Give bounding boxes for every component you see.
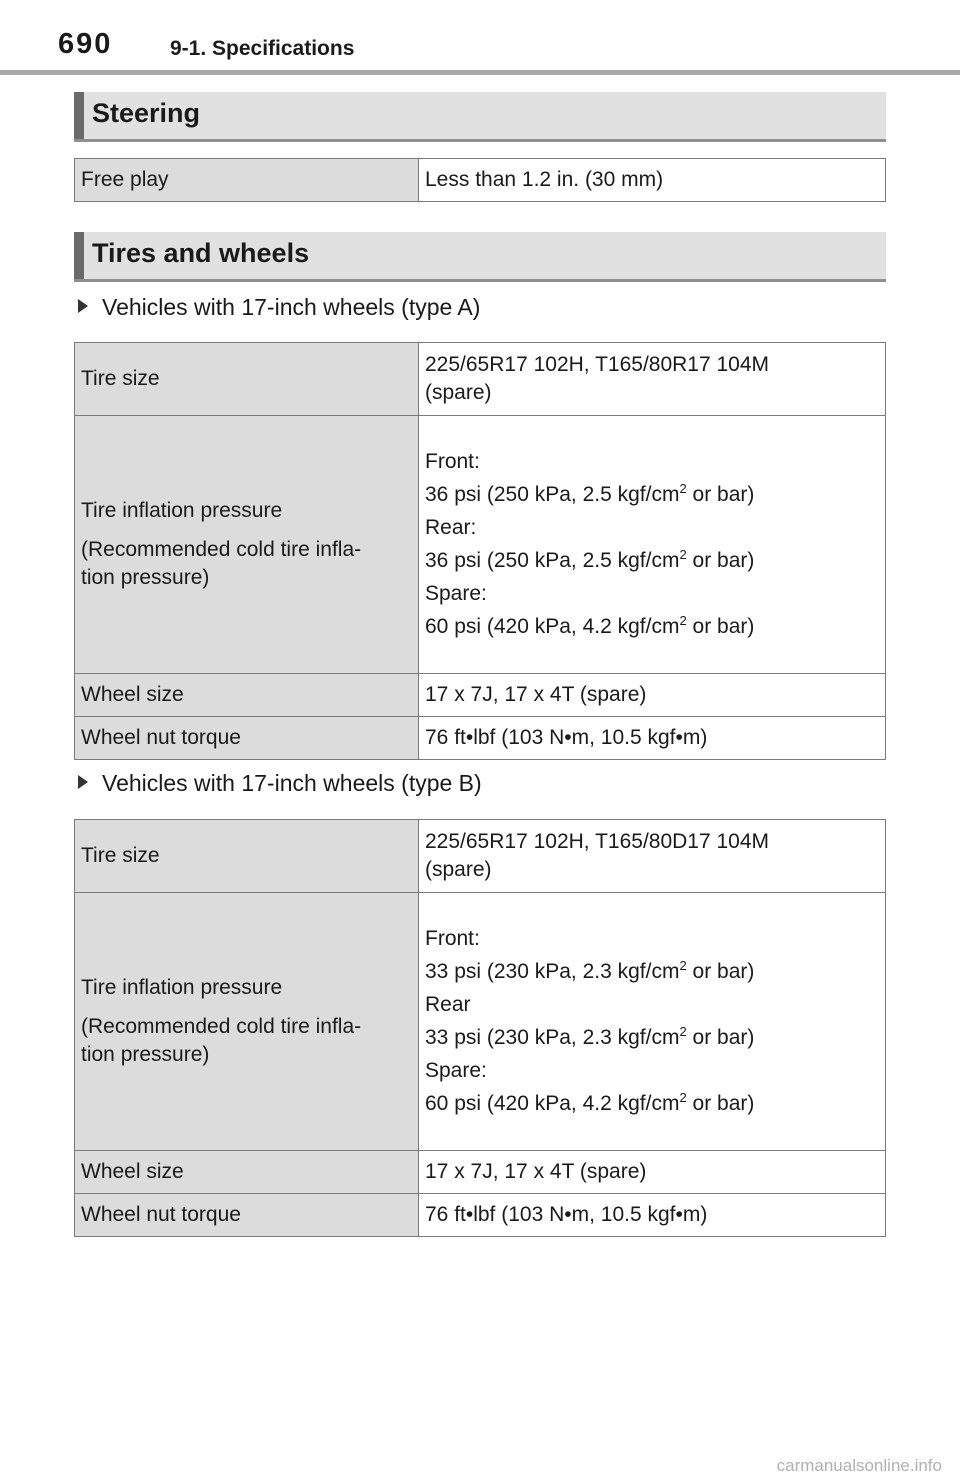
value-text: or bar): [686, 960, 755, 983]
triangle-bullet-icon: [78, 775, 88, 789]
page-number: 690: [58, 28, 113, 60]
table-row: [75, 674, 886, 717]
spec-value: [419, 343, 886, 416]
spec-value: 17 x 7J, 17 x 4T (spare): [419, 1151, 886, 1194]
table-row: [75, 717, 886, 760]
value-text: 60 psi (420 kPa, 4.2 kgf/cm: [425, 615, 680, 638]
spec-label: Tire size: [75, 820, 419, 893]
label-line: tion pressure): [81, 566, 210, 589]
table-row: [75, 1194, 886, 1237]
section-title: Tires and wheels: [92, 238, 310, 268]
label-line: (Recommended cold tire infla-: [81, 1015, 362, 1038]
steering-table: [74, 158, 886, 202]
table-row: [75, 820, 886, 893]
section-title: Steering: [92, 98, 201, 128]
spec-value: 76 ft•lbf (103 N•m, 10.5 kgf•m): [419, 717, 886, 760]
value-text: or bar): [686, 1026, 755, 1049]
type-b-table: [74, 819, 886, 1237]
value-text: or bar): [686, 615, 755, 638]
value-line: [425, 958, 879, 986]
section-tires-wheels: [74, 232, 886, 282]
value-line: Rear: [425, 993, 471, 1016]
value-line: [425, 1024, 879, 1052]
value-line: 225/65R17 102H, T165/80R17 104M: [425, 353, 770, 376]
value-text: 60 psi (420 kPa, 4.2 kgf/cm: [425, 1092, 680, 1115]
type-a-table: [74, 342, 886, 760]
spec-label: Tire size: [75, 343, 419, 416]
watermark-text: carmanualsonline.info: [776, 1456, 942, 1475]
label-line: Tire inflation pressure: [81, 499, 283, 522]
value-line: Spare:: [425, 1059, 487, 1082]
spec-label: Free play: [75, 159, 419, 202]
value-line: [425, 547, 879, 575]
value-line: [425, 1090, 879, 1118]
superscript: 2: [679, 1024, 687, 1039]
value-line: 225/65R17 102H, T165/80D17 104M: [425, 830, 770, 853]
section-marker: [74, 92, 84, 139]
subheading-type-a: [78, 294, 480, 321]
spec-value: Less than 1.2 in. (30 mm): [419, 159, 886, 202]
value-line: Front:: [425, 927, 480, 950]
superscript: 2: [679, 547, 687, 562]
superscript: 2: [679, 1090, 687, 1105]
chapter-title: 9-1. Specifications: [170, 37, 355, 60]
value-text: or bar): [686, 549, 755, 572]
subheading-text: Vehicles with 17-inch wheels (type A): [102, 294, 481, 320]
label-line: tion pressure): [81, 1043, 210, 1066]
value-text: 36 psi (250 kPa, 2.5 kgf/cm: [425, 483, 680, 506]
table-row: [75, 159, 886, 202]
section-steering: [74, 92, 886, 142]
label-line: (Recommended cold tire infla-: [81, 538, 362, 561]
value-text: 33 psi (230 kPa, 2.3 kgf/cm: [425, 1026, 680, 1049]
label-line: Tire inflation pressure: [81, 976, 283, 999]
value-line: Rear:: [425, 516, 477, 539]
spec-value: 17 x 7J, 17 x 4T (spare): [419, 674, 886, 717]
table-row: [75, 893, 886, 1151]
spec-value: [419, 893, 886, 1151]
value-line: [425, 481, 879, 509]
table-row: [75, 1151, 886, 1194]
spec-label: Wheel size: [75, 1151, 419, 1194]
subheading-type-b: [78, 770, 482, 797]
value-line: (spare): [425, 381, 492, 404]
value-text: 36 psi (250 kPa, 2.5 kgf/cm: [425, 549, 680, 572]
spec-value: [419, 820, 886, 893]
triangle-bullet-icon: [78, 299, 88, 313]
subheading-text: Vehicles with 17-inch wheels (type B): [102, 770, 482, 796]
value-text: or bar): [686, 1092, 755, 1115]
header-rule: [0, 70, 960, 75]
section-marker: [74, 232, 84, 279]
spec-label: [75, 416, 419, 674]
superscript: 2: [679, 613, 687, 628]
superscript: 2: [679, 481, 687, 496]
spec-label: Wheel size: [75, 674, 419, 717]
table-row: [75, 416, 886, 674]
value-line: Spare:: [425, 582, 487, 605]
value-line: Front:: [425, 450, 480, 473]
superscript: 2: [679, 958, 687, 973]
spec-value: [419, 416, 886, 674]
spec-label: Wheel nut torque: [75, 717, 419, 760]
value-line: [425, 613, 879, 641]
spec-label: [75, 893, 419, 1151]
value-text: 33 psi (230 kPa, 2.3 kgf/cm: [425, 960, 680, 983]
value-line: (spare): [425, 858, 492, 881]
spec-value: 76 ft•lbf (103 N•m, 10.5 kgf•m): [419, 1194, 886, 1237]
table-row: [75, 343, 886, 416]
spec-label: Wheel nut torque: [75, 1194, 419, 1237]
value-text: or bar): [686, 483, 755, 506]
page-header: [0, 0, 960, 76]
